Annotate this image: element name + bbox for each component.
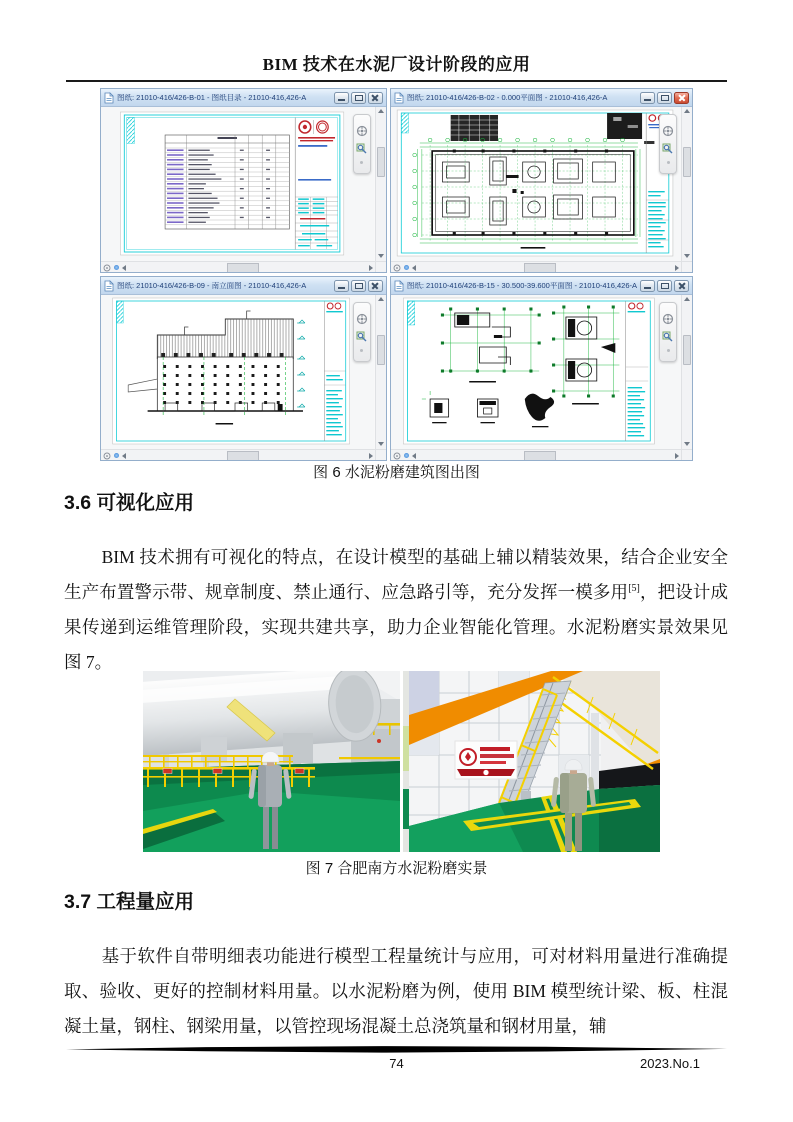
steering-wheel-icon[interactable] xyxy=(356,125,368,137)
pan-wheel-icon[interactable] xyxy=(103,264,111,272)
sheet-document-icon xyxy=(394,280,404,292)
horizontal-scroll-thumb[interactable] xyxy=(227,451,259,460)
footer-rule xyxy=(66,1046,727,1053)
cad-window-south-elevation xyxy=(100,276,387,461)
view-navigation-toolbar[interactable] xyxy=(659,114,677,174)
render-photo-mill-hall xyxy=(143,671,400,852)
footer-page-number: 74 xyxy=(389,1056,404,1071)
page-header-title: BIM 技术在水泥厂设计阶段的应用 xyxy=(262,55,531,74)
pan-wheel-icon[interactable] xyxy=(393,452,401,460)
drawing-canvas-floor-plan[interactable] xyxy=(391,107,681,261)
window-titlebar[interactable] xyxy=(391,89,692,107)
close-button[interactable] xyxy=(674,92,689,104)
window-title: 图纸: 21010-416/426-B-01 - 图纸目录 - 21010-416,426-A xyxy=(117,93,307,102)
restore-button[interactable] xyxy=(351,92,366,104)
lightbulb-icon[interactable] xyxy=(404,453,409,458)
minimize-button[interactable] xyxy=(640,280,655,292)
zoom-region-icon[interactable] xyxy=(662,143,674,155)
zoom-region-icon[interactable] xyxy=(356,331,368,343)
close-button[interactable] xyxy=(368,280,383,292)
vertical-scrollbar[interactable] xyxy=(681,107,692,261)
vertical-scrollbar[interactable] xyxy=(375,107,386,261)
cad-window-sheet-list xyxy=(100,88,387,273)
window-title: 图纸: 21010-416/426-B-15 - 30.500-39.600平面图 - 21010-416,426-A xyxy=(406,281,637,290)
footer-issue: 2023.No.1 xyxy=(640,1056,700,1071)
scrollbar-corner xyxy=(681,449,692,460)
steering-wheel-icon[interactable] xyxy=(662,125,674,137)
horizontal-scroll-thumb[interactable] xyxy=(524,263,556,272)
horizontal-scroll-thumb[interactable] xyxy=(227,263,259,272)
scroll-right-arrow[interactable] xyxy=(369,265,373,271)
scroll-right-arrow[interactable] xyxy=(675,453,679,459)
section-3-6-heading: 3.6 可视化应用 xyxy=(64,492,195,514)
pan-wheel-icon[interactable] xyxy=(103,452,111,460)
restore-button[interactable] xyxy=(657,280,672,292)
vertical-scrollbar[interactable] xyxy=(681,295,692,449)
citation-5: [5] xyxy=(628,582,640,594)
horizontal-scrollbar[interactable] xyxy=(101,261,375,272)
scroll-left-arrow[interactable] xyxy=(412,453,416,459)
lightbulb-icon[interactable] xyxy=(114,453,119,458)
restore-button[interactable] xyxy=(351,280,366,292)
view-navigation-toolbar[interactable] xyxy=(353,114,371,174)
sheet-document-icon xyxy=(104,280,114,292)
lightbulb-icon[interactable] xyxy=(114,265,119,270)
toolbar-dot xyxy=(360,161,363,164)
vertical-scroll-thumb[interactable] xyxy=(377,335,385,365)
close-button[interactable] xyxy=(368,92,383,104)
minimize-button[interactable] xyxy=(334,280,349,292)
window-titlebar[interactable] xyxy=(101,89,386,107)
window-title: 图纸: 21010-416/426-B-09 - 南立面图 - 21010-416,426-A xyxy=(117,281,307,290)
scroll-right-arrow[interactable] xyxy=(369,453,373,459)
horizontal-scrollbar[interactable] xyxy=(101,449,375,460)
scrollbar-corner xyxy=(375,449,386,460)
scroll-left-arrow[interactable] xyxy=(122,265,126,271)
toolbar-dot xyxy=(667,161,670,164)
restore-button[interactable] xyxy=(657,92,672,104)
horizontal-scrollbar[interactable] xyxy=(391,449,681,460)
cad-window-floor-plan xyxy=(390,88,693,273)
cad-window-partial-plans xyxy=(390,276,693,461)
section-3-7-heading: 3.7 工程量应用 xyxy=(64,891,195,913)
minimize-button[interactable] xyxy=(334,92,349,104)
render-photo-stair-hall xyxy=(403,671,660,852)
sheet-document-icon xyxy=(104,92,114,104)
close-button[interactable] xyxy=(674,280,689,292)
window-titlebar[interactable] xyxy=(101,277,386,295)
window-titlebar[interactable] xyxy=(391,277,692,295)
vertical-scroll-thumb[interactable] xyxy=(683,147,691,177)
paragraph-text: BIM 技术拥有可视化的特点，在设计模型的基础上辅以精装效果，结合企业安全生产布置警示带、规章制度、禁止通行、应急路引等，充分发挥一模多用 xyxy=(64,546,728,602)
sheet-document-icon xyxy=(394,92,404,104)
figure6-window-grid xyxy=(100,88,693,461)
zoom-region-icon[interactable] xyxy=(662,331,674,343)
figure7-caption: 图 7 合肥南方水泥粉磨实景 xyxy=(305,860,488,877)
steering-wheel-icon[interactable] xyxy=(356,313,368,325)
scroll-right-arrow[interactable] xyxy=(675,265,679,271)
scrollbar-corner xyxy=(375,261,386,272)
paragraph-text: ，把设计成果传递到运维管理阶段，实现共建共享，助力企业智能化管理。水泥粉磨实景效果见图 7。 xyxy=(64,581,729,672)
toolbar-dot xyxy=(360,349,363,352)
scrollbar-corner xyxy=(681,261,692,272)
toolbar-dot xyxy=(667,349,670,352)
view-navigation-toolbar[interactable] xyxy=(353,302,371,362)
vertical-scroll-thumb[interactable] xyxy=(683,335,691,365)
pan-wheel-icon[interactable] xyxy=(393,264,401,272)
window-title: 图纸: 21010-416/426-B-02 - 0.000平面图 - 21010-416,426-A xyxy=(406,93,608,102)
drawing-canvas-partial-plans[interactable] xyxy=(391,295,681,449)
scroll-left-arrow[interactable] xyxy=(412,265,416,271)
minimize-button[interactable] xyxy=(640,92,655,104)
lightbulb-icon[interactable] xyxy=(404,265,409,270)
steering-wheel-icon[interactable] xyxy=(662,313,674,325)
scroll-left-arrow[interactable] xyxy=(122,453,126,459)
vertical-scrollbar[interactable] xyxy=(375,295,386,449)
zoom-region-icon[interactable] xyxy=(356,143,368,155)
vertical-scroll-thumb[interactable] xyxy=(377,147,385,177)
view-navigation-toolbar[interactable] xyxy=(659,302,677,362)
section-3-6-paragraph xyxy=(64,540,728,680)
header-rule xyxy=(66,80,727,82)
horizontal-scrollbar[interactable] xyxy=(391,261,681,272)
section-3-7-paragraph: 基于软件自带明细表功能进行模型工程量统计与应用，可对材料用量进行准确提取、验收、更好的控制材料用量。以水泥粉磨为例，使用 BIM 模型统计梁、板、柱混凝土量，钢柱、钢梁用量，以管控现场混凝土总浇筑量和钢材用量，辅 xyxy=(64,945,728,1036)
drawing-canvas-sheet-list[interactable] xyxy=(101,107,375,261)
horizontal-scroll-thumb[interactable] xyxy=(524,451,556,460)
drawing-canvas-elevation[interactable] xyxy=(101,295,375,449)
figure6-caption: 图 6 水泥粉磨建筑图出图 xyxy=(313,464,480,481)
figure7-photos xyxy=(143,671,660,852)
